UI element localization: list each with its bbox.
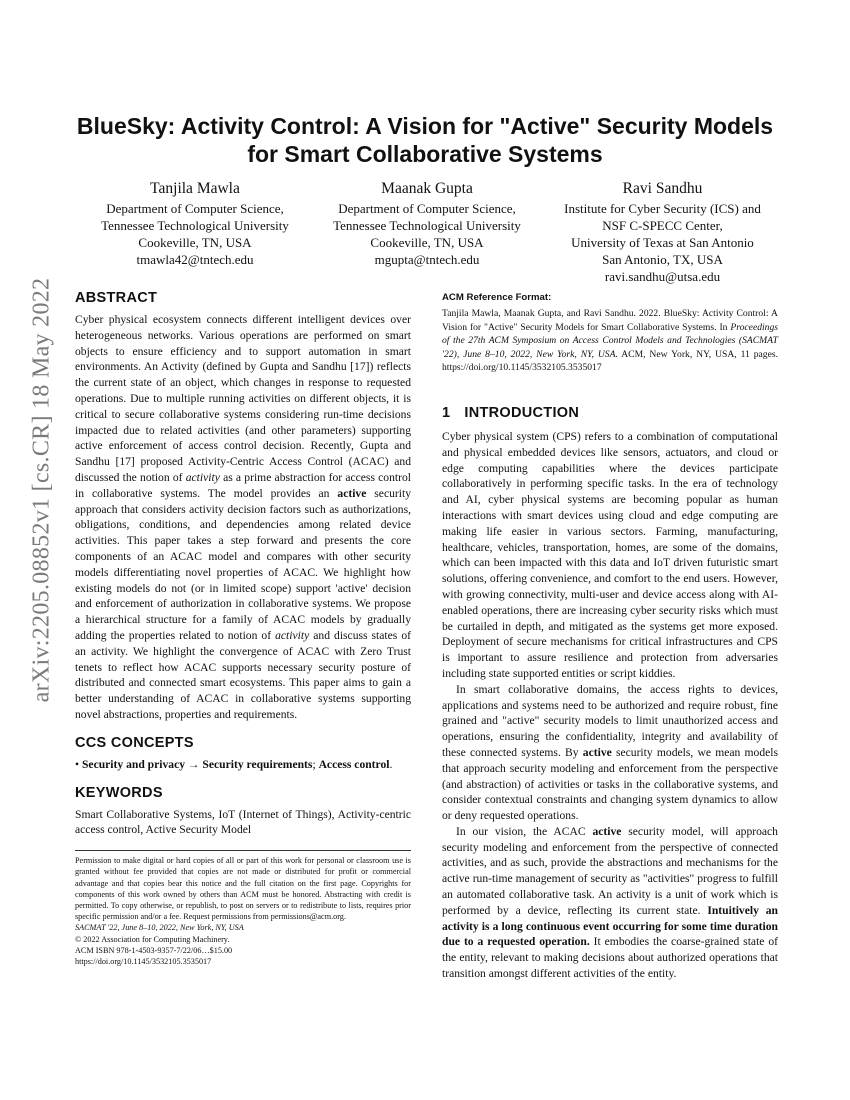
abstract-emphasis: activity: [185, 470, 220, 484]
author-affiliation: Institute for Cyber Security (ICS) and: [564, 201, 761, 216]
permission-notice: Permission to make digital or hard copies of all or part of this work for personal or classroom use is granted without fee provided that copies are not made or distributed for profit or commercial advantage and that copies bear this notice and the full citation on the first page. Copyrights for components of this work owned by others than ACM must be honored. Abstracting with credit is permitted. To copy otherwise, or republish, to post on servers or to redistribute to lists, requires prior specific permission and/or a fee. Request permissions from permissions@acm.org.: [75, 856, 411, 922]
author-affiliation: Tennessee Technological University: [333, 218, 521, 233]
author-affiliation: Department of Computer Science,: [338, 201, 516, 216]
author-email[interactable]: ravi.sandhu@utsa.edu: [604, 269, 721, 284]
abstract-heading: ABSTRACT: [75, 290, 158, 306]
author-email[interactable]: mgupta@tntech.edu: [374, 252, 480, 267]
author-name: Ravi Sandhu: [622, 180, 703, 197]
ccs-concepts: [75, 757, 411, 773]
ccs-concept: Access control: [318, 757, 390, 771]
isbn-line: ACM ISBN 978-1-4503-9357-7/22/06…$15.00: [75, 945, 233, 955]
acm-reference-heading: ACM Reference Format:: [442, 292, 552, 303]
keywords-text: Smart Collaborative Systems, IoT (Internet of Things), Activity-centric access control, Active Security Model: [75, 807, 411, 837]
abstract-bold: active: [337, 486, 367, 500]
author-affiliation: Tennessee Technological University: [101, 218, 289, 233]
arxiv-identifier[interactable]: arXiv:2205.08852v1 [cs.CR] 18 May 2022: [28, 277, 55, 703]
intro-text-part: security models, we mean models that approach security modeling and enforcement from the perspective (and abstraction) of activities or tasks in the collaborative systems, and consider contextual constraints and changing system dynamics to allow or deny requested operations.: [442, 745, 778, 823]
ccs-separator: ;: [312, 757, 319, 771]
ccs-heading: CCS CONCEPTS: [75, 734, 194, 751]
left-column: [75, 290, 411, 967]
intro-bold: Intuitively an activity is a long continuous event occurring for some time duration due to a requested operation.: [442, 903, 778, 949]
author-2: [312, 180, 542, 268]
author-3: [545, 180, 780, 285]
abstract-text-part: security approach that considers activity decision factors such as authorizations, obligations, conditions, and dependencies among related device activities. This paper takes a step forward and presents the core components of an ACAC model and compares with other security models differentiating novel properties of ACAC. We highlight how existing models do not (or in limited scope) support 'active' decision and enforcement of authorization in collaborative systems. We propose a hierarchical structure for a family of ACAC models by gradually adding the properties related to notion of: [75, 486, 411, 642]
author-location: Cookeville, TN, USA: [370, 235, 484, 250]
acm-reference-venue: Proceedings of the 27th ACM Symposium on Access Control Models and Technologies (SACMAT '22), June 8–10, 2022, New York, NY, USA.: [442, 321, 778, 360]
ccs-concept: Security and privacy → Security requirements: [81, 757, 313, 771]
abstract-text: [75, 312, 411, 723]
section-number: 1: [442, 404, 451, 421]
acm-reference-part: ACM, New York, NY, USA, 11 pages. https://doi.org/10.1145/3532105.3535017: [442, 348, 778, 374]
keywords-heading: KEYWORDS: [75, 784, 163, 801]
intro-text-part: In our vision, the ACAC: [456, 824, 593, 838]
ccs-end: .: [389, 757, 393, 771]
author-1: [80, 180, 310, 268]
paper-title: BlueSky: Activity Control: A Vision for "Active" Security Models for Smart Collaborative Systems: [76, 113, 774, 167]
arxiv-sidenote: [22, 277, 62, 703]
intro-paragraph-2: [442, 682, 778, 824]
author-affiliation: University of Texas at San Antonio: [571, 235, 754, 250]
doi-link[interactable]: https://doi.org/10.1145/3532105.3535017: [75, 956, 212, 966]
author-affiliation: NSF C-SPECC Center,: [602, 218, 723, 233]
acm-reference-part: Tanjila Mawla, Maanak Gupta, and Ravi Sandhu. 2022. BlueSky: Activity Control: A Vision for "Active" Security Models for Smart Collaborative Systems. In: [442, 308, 778, 333]
author-email[interactable]: tmawla42@tntech.edu: [136, 252, 254, 267]
section-title: INTRODUCTION: [464, 404, 580, 421]
intro-text-part: security model, will approach security modeling and enforcement from the perspective of connected activities, and as such, provide the abstractions and mechanisms for the active run-time management of security as "activities" progress to fulfill an automated collaborative task. An activity is a unit of work which is performed by a device, reflecting its current state.: [442, 824, 778, 917]
abstract-text-part: as a prime abstraction for access control in collaborative systems. The model provides an: [75, 470, 412, 500]
intro-paragraph-1: Cyber physical system (CPS) refers to a combination of computational and physical embedded devices like sensors, actuators, and cloud or edge computing capabilities where the devices participate collaboratively in performing specific tasks. In the era of technology and AI, cyber physical systems are becoming popular as human interactions with smart devices using cloud and edge computing are making life easier in various sectors. Farming, manufacturing, healthcare, vehicles, transportation, homes, are some of the domains, which can been impacted with this data and IoT driven futuristic smart solutions, offering convenience, and comfort to the end users. However, with growing connectivity, multi-user and device access along with AI-enabled operations, there are increasing cyber security risks which must be curtailed in depth, and mitigated as the systems get more exposed. Deployment of secure mechanisms for critical infrastructures and CPS is important to assure resilience and protection from adversaries including state supported entities or script kiddies.: [442, 429, 778, 680]
abstract-emphasis: activity: [275, 628, 310, 642]
author-location: Cookeville, TN, USA: [138, 235, 252, 250]
footnote-divider: [75, 850, 411, 851]
copyright-line: © 2022 Association for Computing Machinery.: [75, 934, 230, 944]
intro-paragraph-3: [442, 824, 778, 982]
abstract-text-part: Cyber physical ecosystem connects different intelligent devices over heterogeneous networks. Various operations are performed on smart objects to ensure efficiency and to support automation in smart environments. An Activity (defined by Gupta and Sandhu [17]) reflects the current state of an object, which changes in response to requested operations. Due to multiple running activities on different objects, it is critical to secure collaborative systems considering run-time decisions impacted due to related activities (and other parameters) supporting active enforcement of access control decision. Recently, Gupta and Sandhu [17] proposed Activity-Centric Access Control (ACAC) and discussed the notion of: [75, 313, 411, 484]
author-name: Tanjila Mawla: [150, 180, 240, 197]
acm-reference-text: [442, 307, 778, 375]
intro-text-part: It embodies the coarse-grained state of the entity, relevant to making decisions about authorized operations that transition amongst different activities of the entity.: [442, 935, 778, 981]
ccs-bullet: •: [75, 757, 82, 771]
introduction-heading: [442, 405, 778, 421]
intro-bold: active: [582, 745, 612, 759]
author-location: San Antonio, TX, USA: [602, 252, 723, 267]
author-name: Maanak Gupta: [381, 180, 473, 197]
abstract-text-part: and discuss states of an activity. We highlight the convergence of ACAC with Zero Trust tenets to reflect how ACAC supports necessary security posture of distributed and connected smart ecosystems. This paper aims to gain a better understanding of ACAC in collaborative systems supporting novel abstractions, properties and requirements.: [75, 628, 411, 721]
venue-line: SACMAT '22, June 8–10, 2022, New York, NY, USA: [75, 923, 244, 933]
intro-bold: active: [592, 824, 622, 838]
right-column: [442, 292, 778, 982]
intro-text-part: In smart collaborative domains, the access rights to devices, applications and systems need to be authorized and require robust, fine grained and "active" security models to limit unauthorized access and operations, ensuring the confidentiality, integrity and availability of these connected systems. By: [442, 682, 778, 759]
author-affiliation: Department of Computer Science,: [106, 201, 284, 216]
